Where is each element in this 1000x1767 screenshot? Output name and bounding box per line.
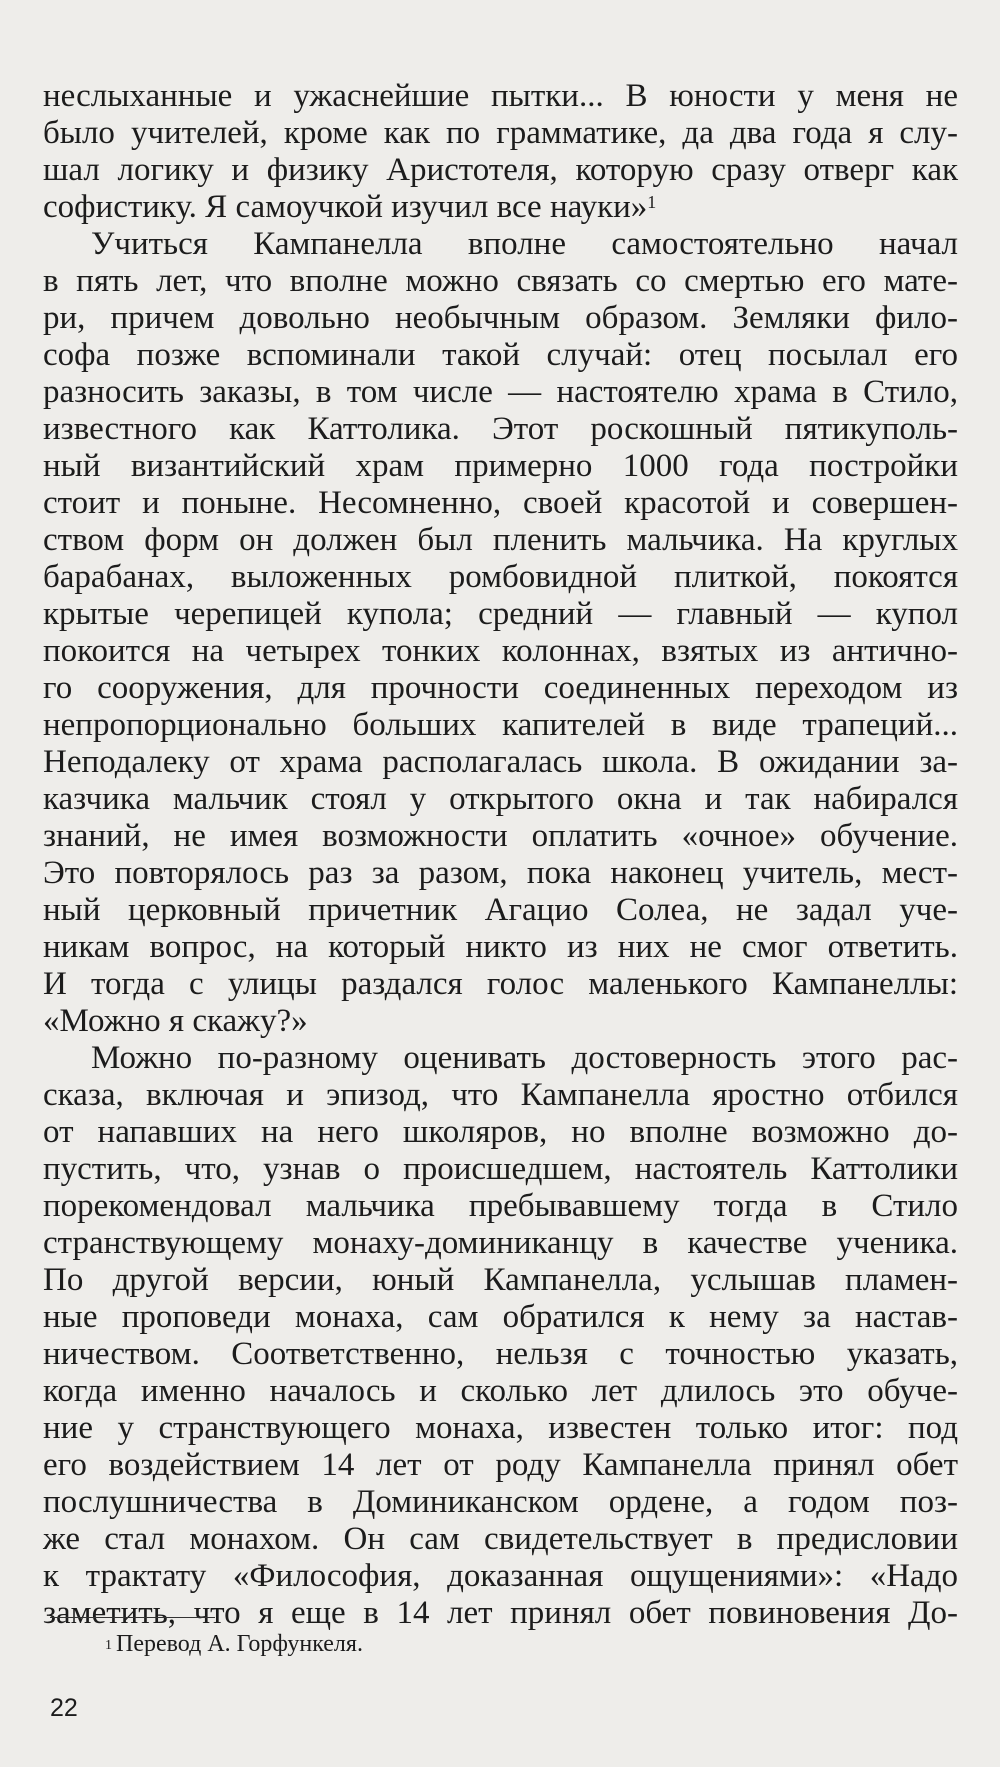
- text-line: [43, 522, 958, 559]
- text-line: [43, 1188, 958, 1225]
- text-line-content: го сооружения, для прочности соединенных переходом из: [43, 670, 958, 706]
- text-line-content: было учителей, кроме как по грамматике, да два года я слу-: [43, 115, 958, 151]
- text-line: [43, 1447, 958, 1484]
- text-line: [43, 115, 958, 152]
- text-line-content: заметить, что я еще в 14 лет принял обет повиновения До-: [43, 1595, 958, 1631]
- footnote-divider: [50, 1617, 215, 1618]
- text-line: [43, 596, 958, 633]
- text-line-content: в пять лет, что вполне можно связать со смертью его мате-: [43, 263, 958, 299]
- body-text: [43, 78, 958, 1632]
- text-line-content: стоит и поныне. Несомненно, своей красотой и совершен-: [43, 485, 958, 521]
- text-line-content: Неподалеку от храма располагалась школа. В ожидании за-: [43, 744, 958, 780]
- text-line-content: Это повторялось раз за разом, пока наконец учитель, мест-: [43, 855, 958, 891]
- text-line-content: пустить, что, узнав о происшедшем, настоятель Каттолики: [43, 1151, 958, 1187]
- text-line: [43, 781, 958, 818]
- text-line-content: крытые черепицей купола; средний — главный — купол: [43, 596, 958, 632]
- text-line: [43, 78, 958, 115]
- text-line-content: По другой версии, юный Кампанелла, услышав пламен-: [43, 1262, 958, 1298]
- text-line-content: к трактату «Философия, доказанная ощущениями»: «Надо: [43, 1558, 958, 1594]
- text-line: [43, 559, 958, 596]
- text-line: [43, 818, 958, 855]
- text-line: [43, 1484, 958, 1521]
- text-line: [43, 411, 958, 448]
- text-line: [43, 892, 958, 929]
- text-line-content: покоится на четырех тонких колоннах, взятых из антично-: [43, 633, 958, 669]
- text-line: [43, 263, 958, 300]
- text-line: [43, 1373, 958, 1410]
- text-line-content: ние у странствующего монаха, известен только итог: под: [43, 1410, 958, 1446]
- text-line: [43, 1410, 958, 1447]
- text-line: [43, 1077, 958, 1114]
- text-line: [43, 226, 958, 263]
- text-line-content: ные проповеди монаха, сам обратился к нему за настав-: [43, 1299, 958, 1335]
- text-line-content: софа позже вспоминали такой случай: отец посылал его: [43, 337, 958, 373]
- text-line: [43, 855, 958, 892]
- footnote-text: Перевод А. Горфункеля.: [116, 1631, 363, 1657]
- text-line: [43, 1114, 958, 1151]
- text-line-content: шал логику и физику Аристотеля, которую сразу отверг как: [43, 152, 958, 188]
- text-line-content: «Можно я скажу?»: [43, 1003, 308, 1039]
- text-line: [43, 1558, 958, 1595]
- text-line: [43, 633, 958, 670]
- text-line-content: казчика мальчик стоял у открытого окна и так набирался: [43, 781, 958, 817]
- text-line-content: послушничества в Доминиканском ордене, а годом поз-: [43, 1484, 958, 1520]
- text-line: [43, 1299, 958, 1336]
- text-line-content: ством форм он должен был пленить мальчика. На круглых: [43, 522, 958, 558]
- text-line: [43, 152, 958, 189]
- text-line-content: странствующему монаху-доминиканцу в качестве ученика.: [43, 1225, 958, 1261]
- text-line: [43, 485, 958, 522]
- text-line: [43, 1040, 958, 1077]
- text-line-content: разносить заказы, в том числе — настоятелю храма в Стило,: [43, 374, 958, 410]
- footnote-reference: 1: [647, 192, 657, 212]
- text-line: [43, 929, 958, 966]
- text-line: [43, 1521, 958, 1558]
- text-line: [43, 670, 958, 707]
- text-line-content: никам вопрос, на который никто из них не смог ответить.: [43, 929, 958, 965]
- text-line-content: непропорционально больших капителей в виде трапеций...: [43, 707, 958, 743]
- text-line-content: ри, причем довольно необычным образом. Земляки фило-: [43, 300, 958, 336]
- text-line-content: его воздействием 14 лет от роду Кампанелла принял обет: [43, 1447, 958, 1483]
- footnote: [105, 1629, 363, 1659]
- text-line: [43, 1336, 958, 1373]
- text-line-content: от напавших на него школяров, но вполне возможно до-: [43, 1114, 958, 1150]
- text-line-content: неслыханные и ужаснейшие пытки... В юности у меня не: [43, 78, 958, 114]
- text-line-content: софистику. Я самоучкой изучил все науки»: [43, 189, 648, 225]
- text-line-content: знаний, не имея возможности оплатить «очное» обучение.: [43, 818, 958, 854]
- text-line-content: Можно по-разному оценивать достоверность этого рас-: [91, 1040, 958, 1076]
- text-line-content: же стал монахом. Он сам свидетельствует в предисловии: [43, 1521, 958, 1557]
- text-line-content: И тогда с улицы раздался голос маленького Кампанеллы:: [43, 966, 958, 1002]
- text-line: [43, 707, 958, 744]
- text-line-content: ный церковный причетник Агацио Солеа, не задал уче-: [43, 892, 958, 928]
- text-line: [43, 374, 958, 411]
- text-line: [43, 966, 958, 1003]
- text-line: [43, 1225, 958, 1262]
- text-line-content: порекомендовал мальчика пребывавшему тогда в Стило: [43, 1188, 958, 1224]
- text-line-content: сказа, включая и эпизод, что Кампанелла яростно отбился: [43, 1077, 958, 1113]
- text-line: [43, 300, 958, 337]
- text-line-content: известного как Каттолика. Этот роскошный пятикуполь-: [43, 411, 958, 447]
- text-line: [43, 1262, 958, 1299]
- text-line: [43, 744, 958, 781]
- text-line: [43, 1151, 958, 1188]
- text-line: [43, 1003, 958, 1040]
- text-line-content: ный византийский храм примерно 1000 года постройки: [43, 448, 958, 484]
- footnote-marker: 1: [105, 1638, 112, 1653]
- text-line: [43, 448, 958, 485]
- text-line: [43, 337, 958, 374]
- text-line-content: барабанах, выложенных ромбовидной плиткой, покоятся: [43, 559, 958, 595]
- page-number: 22: [50, 1694, 78, 1722]
- text-line-content: ничеством. Соответственно, нельзя с точностью указать,: [43, 1336, 958, 1372]
- text-line-content: когда именно началось и сколько лет длилось это обуче-: [43, 1373, 958, 1409]
- text-line: [43, 1595, 958, 1632]
- text-line-content: Учиться Кампанелла вполне самостоятельно начал: [91, 226, 958, 262]
- text-line: [43, 189, 958, 226]
